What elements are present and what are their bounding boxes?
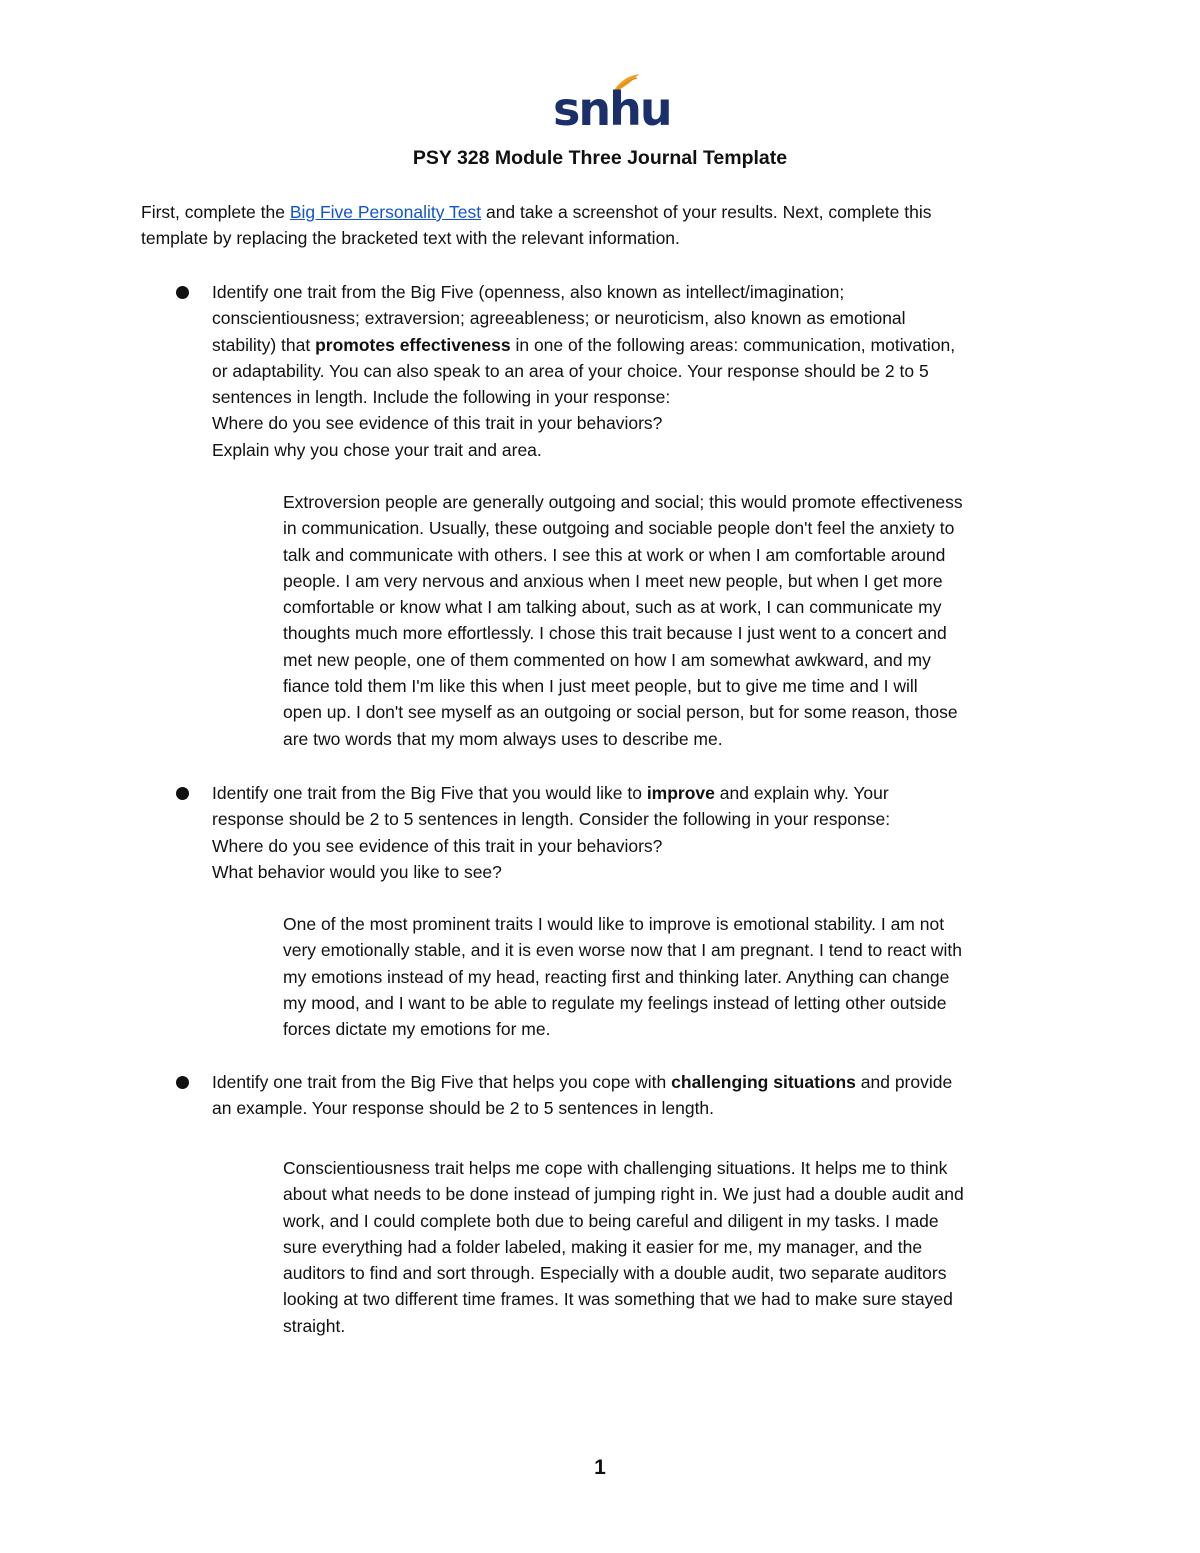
intro-line-1 bbox=[141, 199, 1061, 225]
bullet-icon bbox=[176, 286, 189, 299]
prompt-line: Identify one trait from the Big Five (openness, also known as intellect/imagination; bbox=[212, 282, 845, 302]
big-five-test-link[interactable]: Big Five Personality Test bbox=[289, 202, 482, 222]
answer-line: forces dictate my emotions for me. bbox=[283, 1019, 551, 1040]
answer-line: fiance told them I'm like this when I just meet people, but to give me time and I will bbox=[283, 676, 918, 697]
answer-line: open up. I don't see myself as an outgoing or social person, but for some reason, those bbox=[283, 702, 958, 723]
snhu-logo bbox=[553, 72, 671, 138]
prompt-line: conscientiousness; extraversion; agreeableness; or neuroticism, also known as emotional bbox=[212, 308, 906, 329]
intro-before-link: First, complete the bbox=[141, 202, 290, 222]
answer-line: met new people, one of them commented on how I am somewhat awkward, and my bbox=[283, 649, 931, 670]
prompt-line: Where do you see evidence of this trait in your behaviors? bbox=[212, 413, 663, 434]
prompt-line: sentences in length. Include the following in your response: bbox=[212, 387, 671, 408]
prompt-text: in one of the following areas: communication, motivation, bbox=[510, 334, 956, 355]
prompt-text: and explain why. Your bbox=[714, 783, 889, 803]
prompt-line bbox=[212, 1069, 1072, 1095]
intro-paragraph bbox=[141, 199, 1061, 252]
answer-line: very emotionally stable, and it is even worse now that I am pregnant. I tend to react with bbox=[283, 940, 962, 961]
intro-line-2: template by replacing the bracketed text with the relevant information. bbox=[141, 228, 680, 249]
answer-line: straight. bbox=[283, 1315, 346, 1336]
answer-line: One of the most prominent traits I would like to improve is emotional stability. I am not bbox=[283, 914, 945, 934]
bullet-prompt-1 bbox=[212, 279, 1072, 463]
answer-line: comfortable or know what I am talking about, such as at work, I can communicate my bbox=[283, 597, 942, 618]
prompt-text: Identify one trait from the Big Five that helps you cope with bbox=[212, 1072, 672, 1092]
answer-line: my mood, and I want to be able to regulate my feelings instead of letting other outside bbox=[283, 992, 947, 1013]
answer-line: work, and I could complete both due to being careful and diligent in my tasks. I made bbox=[283, 1210, 939, 1231]
intro-after-link: and take a screenshot of your results. Next, complete this bbox=[481, 202, 932, 222]
prompt-text: stability) that bbox=[212, 334, 316, 355]
prompt-text: Identify one trait from the Big Five that you would like to bbox=[212, 783, 647, 803]
bullet-icon bbox=[176, 1076, 189, 1089]
answer-3 bbox=[283, 1155, 1073, 1339]
prompt-line: an example. Your response should be 2 to 5 sentences in length. bbox=[212, 1098, 715, 1119]
answer-line: talk and communicate with others. I see this at work or when I am comfortable around bbox=[283, 544, 946, 565]
logo-text: snhu bbox=[553, 82, 671, 136]
answer-line: are two words that my mom always uses to describe me. bbox=[283, 728, 723, 749]
answer-1 bbox=[283, 489, 1073, 752]
page-title: PSY 328 Module Three Journal Template bbox=[412, 147, 788, 169]
answer-line: about what needs to be done instead of jumping right in. We just had a double audit and bbox=[283, 1184, 964, 1205]
prompt-emphasis: improve bbox=[646, 783, 715, 803]
answer-line: my emotions instead of my head, reacting first and thinking later. Anything can change bbox=[283, 966, 950, 987]
prompt-line bbox=[212, 780, 1072, 806]
bullet-prompt-3 bbox=[212, 1069, 1072, 1122]
answer-line: looking at two different time frames. It was something that we had to make sure stayed bbox=[283, 1289, 953, 1310]
prompt-emphasis: promotes effectiveness bbox=[315, 334, 511, 355]
answer-line: sure everything had a folder labeled, making it easier for me, my manager, and the bbox=[283, 1236, 923, 1257]
prompt-line bbox=[212, 332, 1072, 358]
answer-line: thoughts much more effortlessly. I chose this trait because I just went to a concert and bbox=[283, 623, 947, 644]
answer-line: in communication. Usually, these outgoing and sociable people don't feel the anxiety to bbox=[283, 518, 955, 539]
prompt-emphasis: challenging situations bbox=[671, 1072, 856, 1092]
prompt-line: response should be 2 to 5 sentences in length. Consider the following in your response: bbox=[212, 809, 891, 830]
answer-line: people. I am very nervous and anxious when I meet new people, but when I get more bbox=[283, 570, 943, 591]
prompt-line: Explain why you chose your trait and area. bbox=[212, 439, 542, 460]
answer-line: Conscientiousness trait helps me cope with challenging situations. It helps me to think bbox=[283, 1158, 948, 1178]
page-number: 1 bbox=[594, 1456, 606, 1479]
answer-line: Extroversion people are generally outgoing and social; this would promote effectiveness bbox=[283, 492, 963, 512]
prompt-text: and provide bbox=[855, 1072, 953, 1092]
prompt-line: or adaptability. You can also speak to an area of your choice. Your response should be 2 to 5 bbox=[212, 360, 929, 381]
prompt-line: What behavior would you like to see? bbox=[212, 861, 502, 882]
prompt-line: Where do you see evidence of this trait in your behaviors? bbox=[212, 835, 663, 856]
bullet-prompt-2 bbox=[212, 780, 1072, 885]
bullet-icon bbox=[176, 787, 189, 800]
answer-2 bbox=[283, 911, 1073, 1042]
answer-line: auditors to find and sort through. Especially with a double audit, two separate auditors bbox=[283, 1263, 947, 1284]
